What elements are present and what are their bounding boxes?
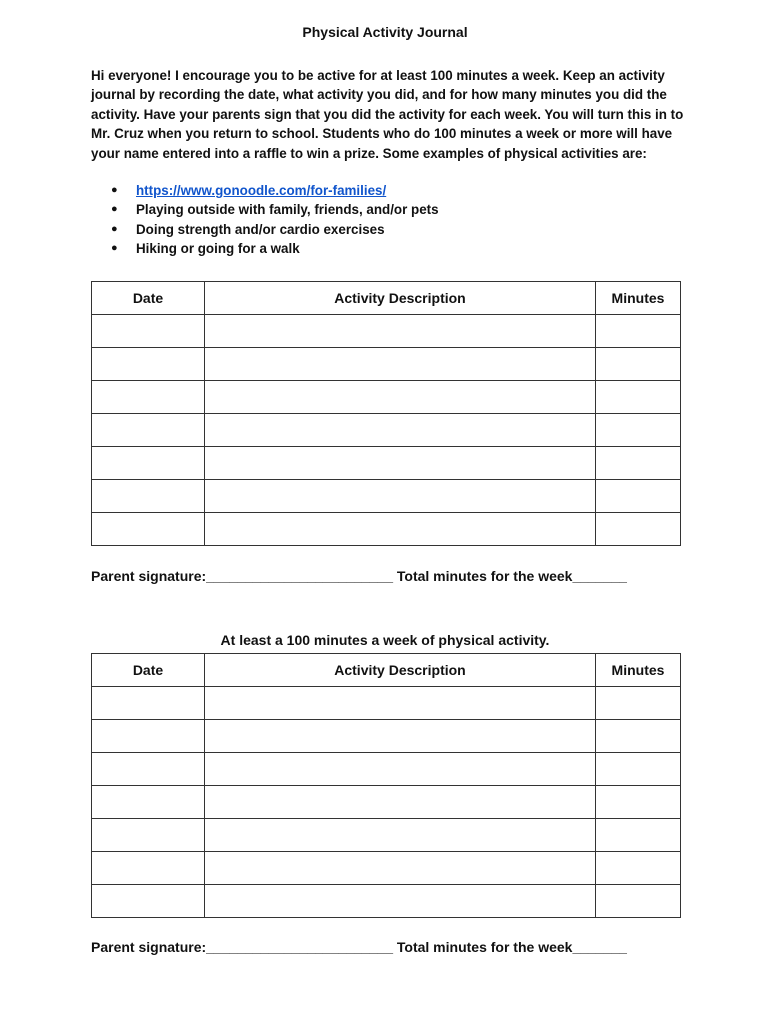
list-item [91,220,691,239]
reminder-heading: At least a 100 minutes a week of physical activity. [220,632,550,648]
signature-line-week-1: Parent signature:________________________ Total minutes for the week_______ [91,568,627,584]
activity-cell[interactable] [205,513,596,546]
activity-cell[interactable] [205,414,596,447]
minutes-cell[interactable] [596,720,681,753]
minutes-cell[interactable] [596,753,681,786]
date-cell[interactable] [92,852,205,885]
date-cell[interactable] [92,414,205,447]
table-row [92,687,681,720]
date-cell[interactable] [92,348,205,381]
minutes-cell[interactable] [596,315,681,348]
list-item [91,200,691,219]
activity-cell[interactable] [205,447,596,480]
date-cell[interactable] [92,315,205,348]
date-cell[interactable] [92,381,205,414]
date-cell[interactable] [92,819,205,852]
date-cell[interactable] [92,447,205,480]
page-title: Physical Activity Journal [302,24,468,40]
minutes-cell[interactable] [596,348,681,381]
minutes-cell[interactable] [596,786,681,819]
activity-column-header: Activity Description [205,654,596,687]
minutes-cell[interactable] [596,513,681,546]
activity-examples-list [91,181,691,259]
minutes-cell[interactable] [596,852,681,885]
date-cell[interactable] [92,885,205,918]
activity-cell[interactable] [205,720,596,753]
activity-cell[interactable] [205,315,596,348]
minutes-cell[interactable] [596,447,681,480]
minutes-cell[interactable] [596,381,681,414]
minutes-cell[interactable] [596,885,681,918]
minutes-column-header: Minutes [596,282,681,315]
minutes-cell[interactable] [596,819,681,852]
table-row [92,447,681,480]
table-row [92,381,681,414]
table-row [92,786,681,819]
minutes-cell[interactable] [596,414,681,447]
table-row [92,348,681,381]
activity-column-header: Activity Description [205,282,596,315]
date-column-header: Date [92,282,205,315]
activity-table-week-2 [91,653,681,918]
date-cell[interactable] [92,480,205,513]
bullet-icon: ● [111,242,118,255]
date-cell[interactable] [92,513,205,546]
date-cell[interactable] [92,786,205,819]
activity-cell[interactable] [205,786,596,819]
bullet-icon: ● [111,184,118,196]
activity-cell[interactable] [205,819,596,852]
activity-cell[interactable] [205,687,596,720]
bullet-icon: ● [111,222,118,235]
list-item [91,239,691,258]
table-header-row [92,654,681,687]
bullet-icon: ● [111,203,118,216]
table-row [92,315,681,348]
activity-cell[interactable] [205,381,596,414]
list-item-text: Playing outside with family, friends, and/or pets [136,202,439,218]
table-row [92,513,681,546]
date-cell[interactable] [92,687,205,720]
signature-line-week-2: Parent signature:________________________ Total minutes for the week_______ [91,939,627,955]
activity-cell[interactable] [205,480,596,513]
table-row [92,819,681,852]
activity-cell[interactable] [205,348,596,381]
activity-cell[interactable] [205,852,596,885]
activity-cell[interactable] [205,885,596,918]
date-column-header: Date [92,654,205,687]
intro-paragraph: Hi everyone! I encourage you to be active for at least 100 minutes a week. Keep an activity journal by recording the date, what activity you did, and for how many minutes you did the activity. Have your parents sign that you did the activity for each week. You will turn this in to Mr. Cruz when you return to school. Students who do 100 minutes a week or more will have your name entered into a raffle to win a prize. Some examples of physical activities are: [91,68,684,161]
activity-cell[interactable] [205,753,596,786]
list-item [91,181,691,200]
table-row [92,414,681,447]
table-row [92,885,681,918]
minutes-column-header: Minutes [596,654,681,687]
table-row [92,852,681,885]
activity-table-week-1 [91,281,681,546]
date-cell[interactable] [92,720,205,753]
table-row [92,480,681,513]
gonoodle-link[interactable]: https://www.gonoodle.com/for-families/ [136,183,387,198]
date-cell[interactable] [92,753,205,786]
minutes-cell[interactable] [596,480,681,513]
list-item-text: Hiking or going for a walk [136,241,300,257]
minutes-cell[interactable] [596,687,681,720]
table-row [92,753,681,786]
list-item-text: Doing strength and/or cardio exercises [136,221,385,237]
table-row [92,720,681,753]
table-header-row [92,282,681,315]
